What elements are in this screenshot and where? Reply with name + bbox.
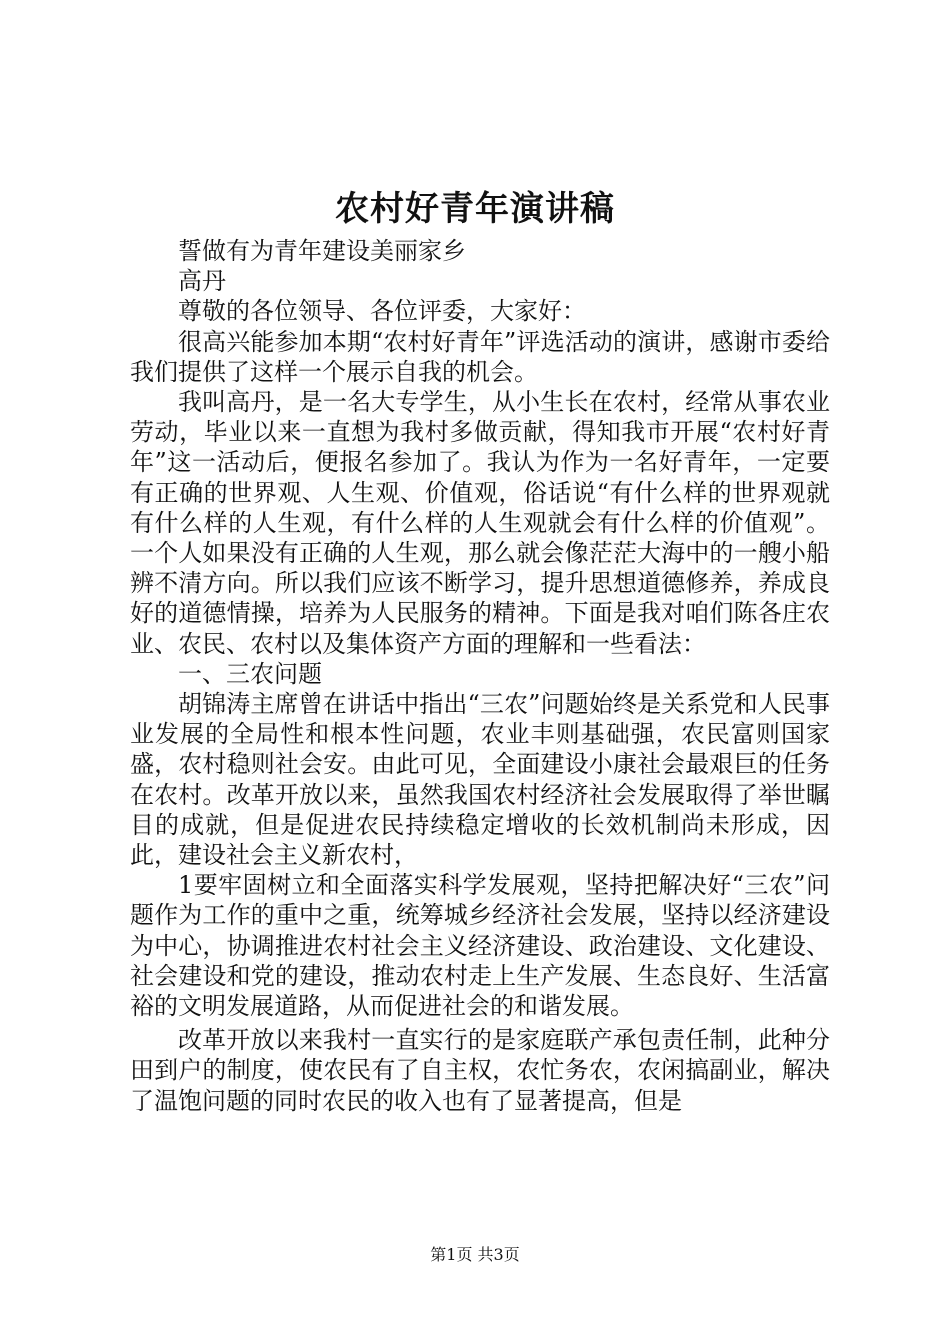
document-body — [130, 236, 830, 1116]
document-title: 农村好青年演讲稿 — [335, 189, 615, 229]
section-heading: 一、三农问题 — [178, 659, 322, 688]
body-paragraph: 改革开放以来我村一直实行的是家庭联产承包责任制，此种分田到户的制度，使农民有了自主权，农忙务农，农闲搞副业，解决了温饱问题的同时农民的收入也有了显著提高，但是 — [130, 1026, 830, 1115]
author-paragraph: 高丹 — [178, 267, 226, 296]
body-paragraph: 很高兴能参加本期“农村好青年”评选活动的演讲，感谢市委给我们提供了这样一个展示自我的机会。 — [130, 327, 830, 386]
body-paragraph: 我叫高丹，是一名大专学生，从小生长在农村，经常从事农业劳动，毕业以来一直想为我村多做贡献，得知我市开展“农村好青年”这一活动后，便报名参加了。我认为作为一名好青年，一定要有正确的世界观、人生观、价值观，俗话说“有什么样的世界观就有什么样的人生观，有什么样的人生观就会有什么样的价值观”。一个人如果没有正确的人生观，那么就会像茫茫大海中的一艘小船辨不清方向。所以我们应该不断学习，提升思想道德修养，养成良好的道德情操，培养为人民服务的精神。下面是我对咱们陈各庄农业、农民、农村以及集体资产方面的理解和一些看法： — [130, 388, 830, 658]
page-footer: 第1页 共3页 — [430, 1245, 520, 1264]
salutation-paragraph: 尊敬的各位领导、各位评委，大家好： — [178, 297, 586, 326]
body-paragraph: 1要牢固树立和全面落实科学发展观，坚持把解决好“三农”问题作为工作的重中之重，统筹城乡经济社会发展，坚持以经济建设为中心，协调推进农村社会主义经济建设、政治建设、文化建设、社会建设和党的建设，推动农村走上生产发展、生态良好、生活富裕的文明发展道路，从而促进社会的和谐发展。 — [130, 871, 830, 1021]
body-paragraph: 胡锦涛主席曾在讲话中指出“三农”问题始终是关系党和人民事业发展的全局性和根本性问题，农业丰则基础强，农民富则国家盛，农村稳则社会安。由此可见，全面建设小康社会最艰巨的任务在农村。改革开放以来，虽然我国农村经济社会发展取得了举世瞩目的成就，但是促进农民持续稳定增收的长效机制尚未形成，因此，建设社会主义新农村， — [130, 690, 830, 870]
subtitle-paragraph: 誓做有为青年建设美丽家乡 — [178, 237, 466, 265]
